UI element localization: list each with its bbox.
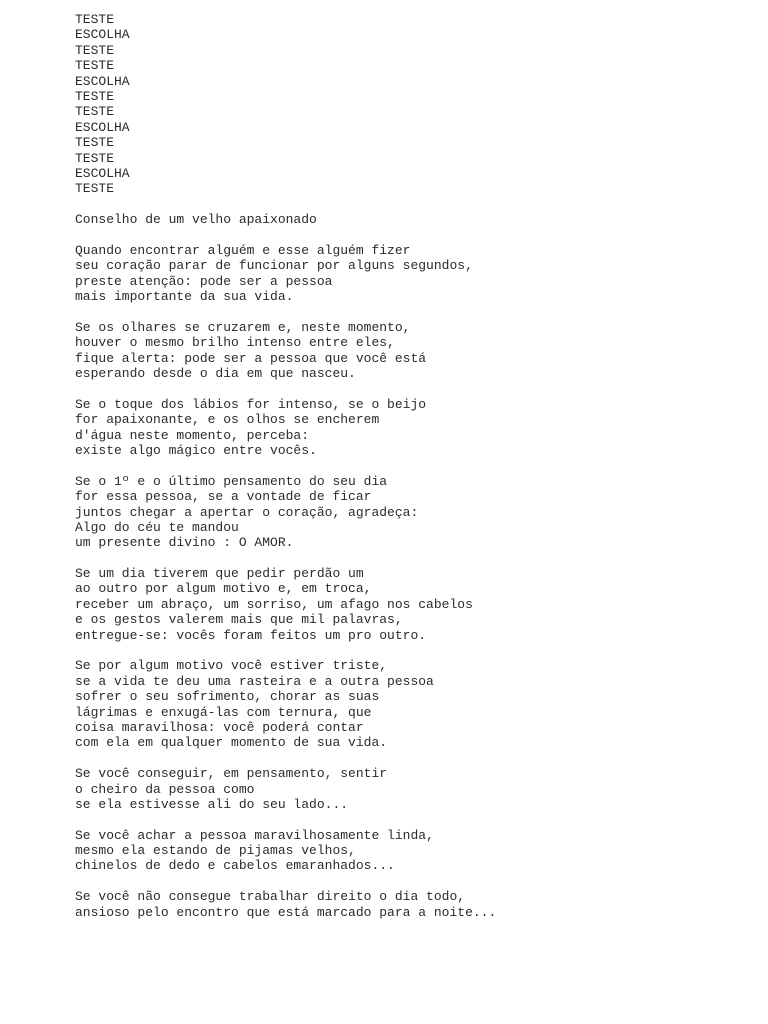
paragraph-gap bbox=[75, 551, 755, 566]
text-line: chinelos de dedo e cabelos emaranhados... bbox=[75, 858, 395, 874]
text-line: d'água neste momento, perceba: bbox=[75, 427, 310, 443]
paragraph bbox=[75, 474, 755, 551]
paragraph-gap bbox=[75, 643, 755, 658]
text-line: esperando desde o dia em que nasceu. bbox=[75, 365, 356, 381]
text-line: Se você achar a pessoa maravilhosamente linda, bbox=[75, 827, 434, 843]
paragraph-gap bbox=[75, 381, 755, 396]
paragraph-gap bbox=[75, 812, 755, 827]
text-line: Quando encontrar alguém e esse alguém fizer bbox=[75, 242, 411, 258]
header-line: TESTE bbox=[75, 135, 115, 151]
text-line: houver o mesmo brilho intenso entre eles, bbox=[75, 335, 395, 351]
text-line: mesmo ela estando de pijamas velhos, bbox=[75, 843, 356, 859]
header-line: ESCOLHA bbox=[75, 119, 130, 135]
text-line: com ela em qualquer momento de sua vida. bbox=[75, 735, 388, 751]
paragraph bbox=[75, 889, 755, 920]
text-line: fique alerta: pode ser a pessoa que você está bbox=[75, 350, 427, 366]
text-line: Se os olhares se cruzarem e, neste momento, bbox=[75, 319, 411, 335]
header-line: TESTE bbox=[75, 150, 115, 166]
text-line: receber um abraço, um sorriso, um afago nos cabelos bbox=[75, 596, 473, 612]
paragraph bbox=[75, 766, 755, 812]
paragraph-gap bbox=[75, 227, 755, 242]
text-line: for essa pessoa, se a vontade de ficar bbox=[75, 489, 372, 505]
text-line: ao outro por algum motivo e, em troca, bbox=[75, 581, 372, 597]
text-line: ansioso pelo encontro que está marcado para a noite... bbox=[75, 904, 497, 920]
paragraph-gap bbox=[75, 874, 755, 889]
header-line: TESTE bbox=[75, 181, 115, 197]
header-line: TESTE bbox=[75, 104, 115, 120]
header-line: TESTE bbox=[75, 42, 115, 58]
text-line: coisa maravilhosa: você poderá contar bbox=[75, 719, 364, 735]
text-line: Se por algum motivo você estiver triste, bbox=[75, 658, 388, 674]
text-line: e os gestos valerem mais que mil palavras, bbox=[75, 612, 403, 628]
header-line: ESCOLHA bbox=[75, 165, 130, 181]
paragraph-gap bbox=[75, 458, 755, 473]
header-line: TESTE bbox=[75, 88, 115, 104]
paragraph bbox=[75, 397, 755, 459]
text-line: um presente divino : O AMOR. bbox=[75, 535, 294, 551]
text-line: lágrimas e enxugá-las com ternura, que bbox=[75, 704, 372, 720]
text-line: sofrer o seu sofrimento, chorar as suas bbox=[75, 689, 380, 705]
text-line: se a vida te deu uma rasteira e a outra pessoa bbox=[75, 673, 434, 689]
paragraph-gap bbox=[75, 751, 755, 766]
text-line: for apaixonante, e os olhos se encherem bbox=[75, 412, 380, 428]
header-line: TESTE bbox=[75, 12, 115, 27]
header-line: ESCOLHA bbox=[75, 73, 130, 89]
text-line: existe algo mágico entre vocês. bbox=[75, 442, 317, 458]
text-line: entregue-se: vocês foram feitos um pro outro. bbox=[75, 627, 427, 643]
text-line: Se o 1º e o último pensamento do seu dia bbox=[75, 473, 388, 489]
text-line: Se um dia tiverem que pedir perdão um bbox=[75, 566, 364, 582]
text-line: se ela estivesse ali do seu lado... bbox=[75, 796, 349, 812]
text-line: Algo do céu te mandou bbox=[75, 519, 239, 535]
text-line: juntos chegar a apertar o coração, agradeça: bbox=[75, 504, 419, 520]
paragraph bbox=[75, 243, 755, 305]
paragraph bbox=[75, 320, 755, 382]
document-page bbox=[75, 12, 755, 920]
paragraph bbox=[75, 828, 755, 874]
paragraph bbox=[75, 658, 755, 750]
paragraph bbox=[75, 566, 755, 643]
text-line: o cheiro da pessoa como bbox=[75, 781, 255, 797]
paragraph-gap bbox=[75, 197, 755, 212]
header-block bbox=[75, 12, 755, 197]
text-line: Se você não consegue trabalhar direito o dia todo, bbox=[75, 889, 466, 905]
header-line: ESCOLHA bbox=[75, 27, 130, 43]
text-line: mais importante da sua vida. bbox=[75, 289, 294, 305]
text-line: Se você conseguir, em pensamento, sentir bbox=[75, 766, 388, 782]
text-line: Se o toque dos lábios for intenso, se o beijo bbox=[75, 396, 427, 412]
text-line: seu coração parar de funcionar por alguns segundos, bbox=[75, 258, 473, 274]
header-line: TESTE bbox=[75, 58, 115, 74]
paragraph-gap bbox=[75, 304, 755, 319]
document-title: Conselho de um velho apaixonado bbox=[75, 212, 317, 228]
text-line: preste atenção: pode ser a pessoa bbox=[75, 273, 333, 289]
